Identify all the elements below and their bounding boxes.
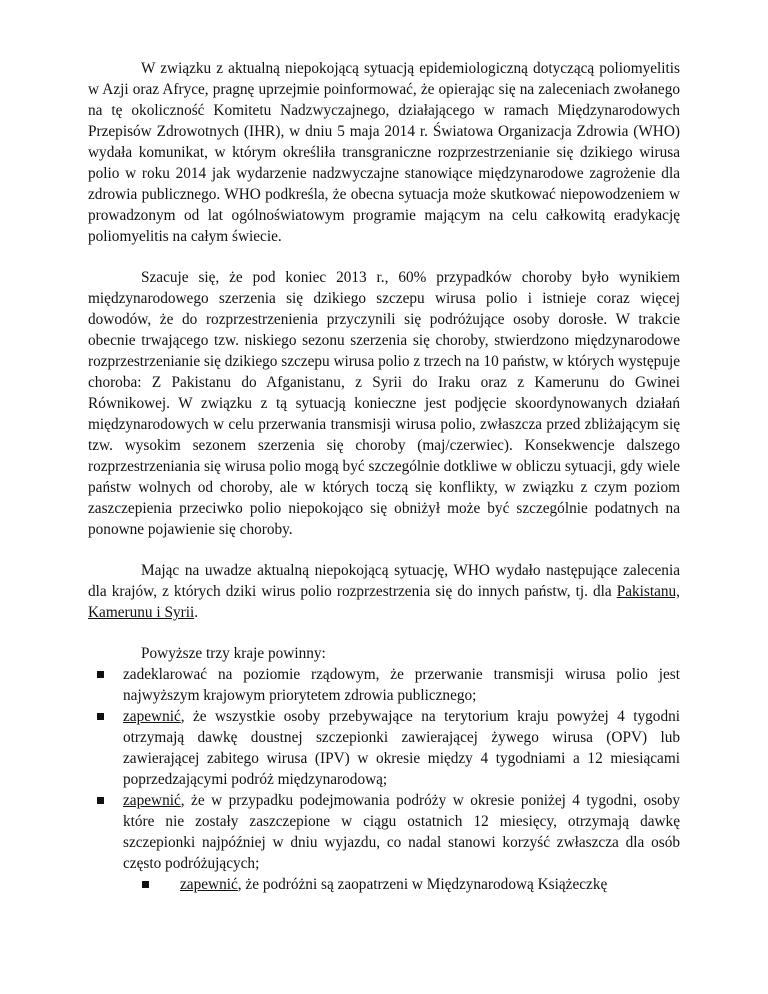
square-bullet-icon	[97, 671, 104, 678]
paragraph-1: W związku z aktualną niepokojącą sytuacją epidemiologiczną dotyczącą poliomyelitis w Azji oraz Afryce, pragnę uprzejmie poinformować, że opierając się na zaleceniach zwołanego na tę okoliczność Komitetu Nadzwyczajnego, działającego w ramach Międzynarodowych Przepisów Zdrowotnych (IHR), w dniu 5 maja 2014 r. Światowa Organizacja Zdrowia (WHO) wydała komunikat, w którym określiła transgraniczne rozprzestrzenianie się dzikiego wirusa polio w roku 2014 jak wydarzenie nadzwyczajne stanowiące międzynarodowe zagrożenie dla zdrowia publicznego. WHO podkreśla, że obecna sytuacja może skutkować niepowodzeniem w prowadzonym od lat ogólnoświatowym programie mającym na celu całkowitą eradykację poliomyelitis na całym świecie.	[88, 60, 680, 245]
paragraph-3	[88, 560, 680, 623]
list-item	[88, 706, 680, 790]
paragraph-3-text: Mając na uwadze aktualną niepokojącą sytuację, WHO wydało następujące zalecenia dla krajów, z których dziki wirus polio rozprzestrzenia się do innych państw, tj. dla	[88, 562, 680, 600]
list-item-text: , że podróżni są zaopatrzeni w Międzynarodową Książeczkę	[237, 876, 608, 893]
document-page	[88, 58, 680, 895]
list-item-keyword: zapewnić	[123, 708, 181, 725]
list-item-text: , że w przypadku podejmowania podróży w okresie poniżej 4 tygodni, osoby które nie zostały zaszczepione w ciągu ostatnich 12 miesięcy, otrzymają dawkę szczepionki najpóźniej w dniu wyjazdu, co nadal stanowi korzyść zwłaszcza dla osób często podróżujących;	[123, 792, 680, 872]
list-item-text: , że wszystkie osoby przebywające na terytorium kraju powyżej 4 tygodni otrzymają dawkę doustnej szczepionki zawierającej żywego wirusa (OPV) lub zawierającej zabitego wirusa (IPV) w okresie między 4 tygodniami a 12 miesiącami poprzedzającymi podróż międzynarodową;	[123, 708, 680, 788]
square-bullet-icon	[97, 713, 104, 720]
list-item-keyword: zapewnić	[123, 792, 181, 809]
square-bullet-icon	[142, 881, 149, 888]
list-item	[88, 790, 680, 874]
list-item-text: zadeklarować na poziomie rządowym, że przerwanie transmisji wirusa polio jest najwyższym krajowym priorytetem zdrowia publicznego;	[123, 666, 680, 704]
list-item	[88, 874, 680, 895]
recommendations-section	[88, 643, 680, 895]
list-intro: Powyższe trzy kraje powinny:	[141, 645, 326, 662]
square-bullet-icon	[97, 797, 104, 804]
paragraph-2: Szacuje się, że pod koniec 2013 r., 60% przypadków choroby było wynikiem międzynarodowego szerzenia się dzikiego szczepu wirusa polio i istnieje coraz więcej dowodów, że do rozprzestrzenienia przyczynili się podróżujące osoby dorosłe. W trakcie obecnie trwającego tzw. niskiego sezonu szerzenia się choroby, stwierdzono międzynarodowe rozprzestrzenianie się dzikiego szczepu wirusa polio z trzech na 10 państw, w których występuje choroba: Z Pakistanu do Afganistanu, z Syrii do Iraku oraz z Kamerunu do Gwinei Równikowej. W związku z tą sytuacją konieczne jest podjęcie skoordynowanych działań międzynarodowych w celu przerwania transmisji wirusa polio, zwłaszcza przed zbliżającym się tzw. wysokim sezonem szerzenia się choroby (maj/czerwiec). Konsekwencje dalszego rozprzestrzeniania się wirusa polio mogą być szczególnie dotkliwe w obliczu sytuacji, gdy wiele państw wolnych od choroby, ale w których toczą się konflikty, w związku z czym poziom zaszczepienia przeciwko polio niepokojąco się obniżył może być szczególnie podatnych na ponowne pojawienie się choroby.	[88, 269, 680, 538]
paragraph-3-end: .	[194, 604, 199, 621]
countries-underlined: Pakistanu, Kamerunu i Syrii	[88, 583, 680, 621]
list-item	[88, 664, 680, 706]
list-item-keyword: zapewnić	[180, 876, 238, 893]
recommendations-list	[88, 664, 680, 895]
